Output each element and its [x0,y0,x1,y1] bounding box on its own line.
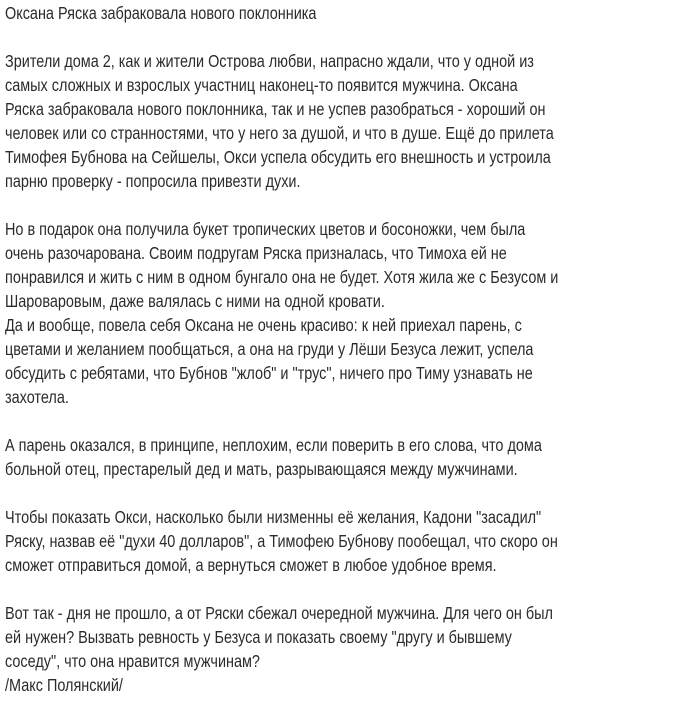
text-line: больной отец, престарелый дед и мать, разрывающаяся между мужчинами. [5,459,518,479]
text-line: обсудить с ребятами, что Бубнов "жлоб" и "трус", ничего про Тиму узнавать не [5,363,533,383]
text-line: очень разочарована. Своим подругам Ряска призналась, что Тимоха ей не [5,243,507,263]
paragraph-gap [5,409,677,433]
paragraph-gap [5,577,677,601]
text-line: А парень оказался, в принципе, неплохим, если поверить в его слова, что дома [5,435,542,455]
paragraph-1 [5,49,677,193]
author-signature: /Макс Полянский/ [5,675,123,695]
paragraph-gap [5,481,677,505]
text-line: самых сложных и взрослых участниц наконец-то появится мужчина. Оксана [5,75,518,95]
paragraph-gap [5,193,677,217]
text-line: цветами и желанием пообщаться, а она на груди у Лёши Безуса лежит, успела [5,339,534,359]
text-line: Вот так - дня не прошло, а от Ряски сбежал очередной мужчина. Для чего он был [5,603,553,623]
text-line: человек или со странностями, что у него за душой, и что в душе. Ещё до прилета [5,123,554,143]
text-line: ей нужен? Вызвать ревность у Безуса и показать своему "другу и бывшему [5,627,512,647]
text-line: Зрители дома 2, как и жители Острова любви, напрасно ждали, что у одной из [5,51,534,71]
text-line: Ряску, назвав её "духи 40 долларов", а Тимофею Бубнову пообещал, что скоро он [5,531,558,551]
text-line: понравился и жить с ним в одном бунгало она не будет. Хотя жила же с Безусом и [5,267,559,287]
text-line: Тимофея Бубнова на Сейшелы, Окси успела обсудить его внешность и устроила [5,147,551,167]
text-line: парню проверку - попросила привезти духи. [5,171,301,191]
paragraph-4 [5,505,677,577]
article [5,1,677,697]
text-line: Ряска забраковала нового поклонника, так и не успев разобраться - хороший он [5,99,546,119]
text-line: сможет отправиться домой, а вернуться сможет в любое удобное время. [5,555,497,575]
text-line: Но в подарок она получила букет тропических цветов и босоножки, чем была [5,219,526,239]
article-title: Оксана Ряска забраковала нового поклонника [5,3,317,23]
paragraph-2 [5,217,677,409]
text-line: Да и вообще, повела себя Оксана не очень красиво: к ней приехал парень, с [5,315,522,335]
paragraph-5 [5,601,677,697]
paragraph-3 [5,433,677,481]
text-line: Чтобы показать Окси, насколько были низменны её желания, Кадони "засадил" [5,507,542,527]
paragraph-gap [5,25,677,49]
text-line: соседу", что она нравится мужчинам? [5,651,260,671]
text-line: захотела. [5,387,69,407]
text-line: Шароваровым, даже валялась с ними на одной кровати. [5,291,385,311]
